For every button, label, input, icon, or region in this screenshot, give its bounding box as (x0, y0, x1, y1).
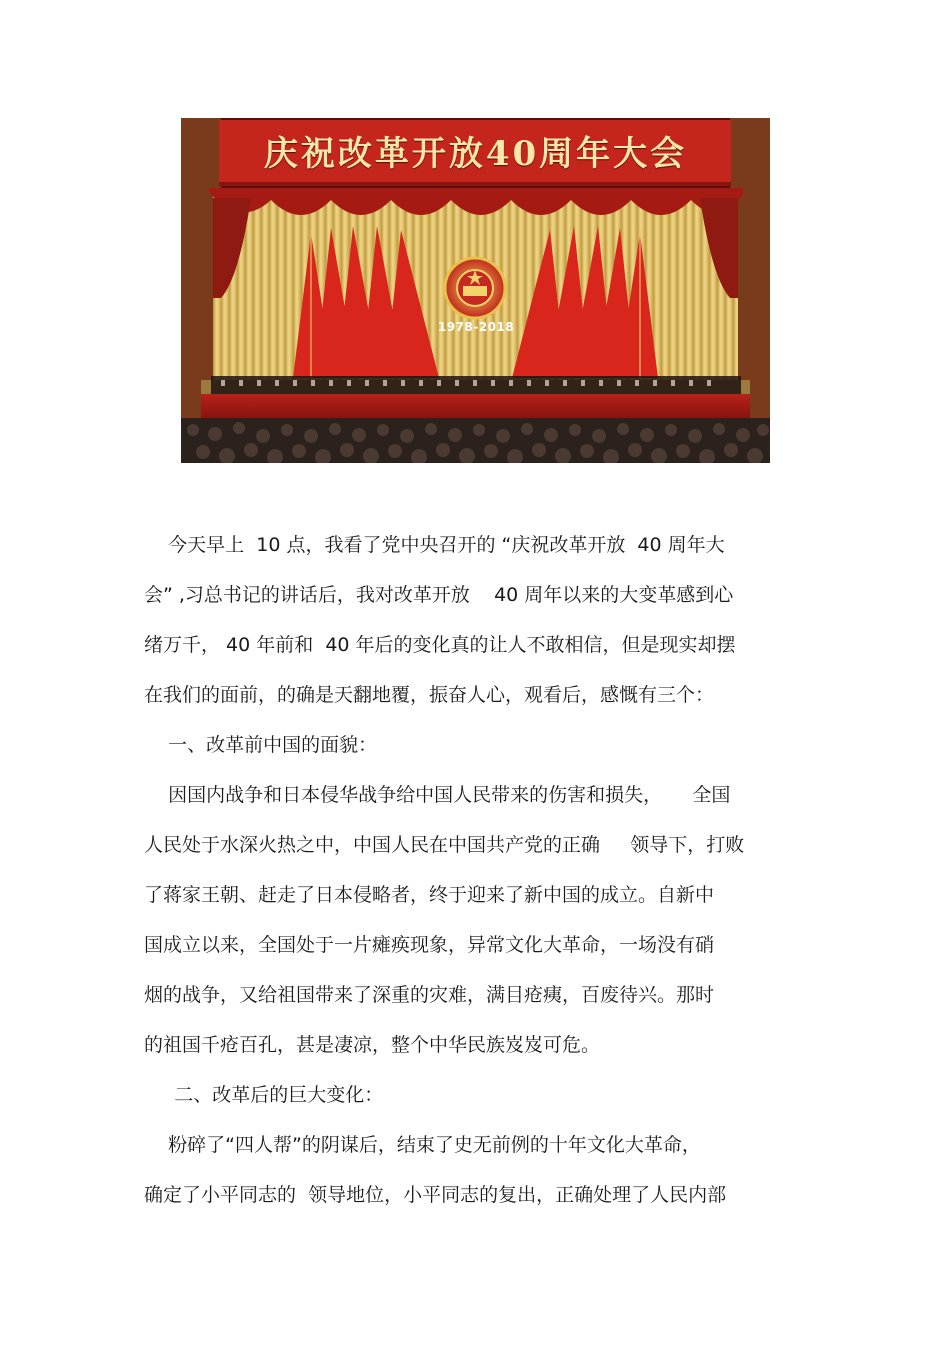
text-line: 今天早上 10 点，我看了党中央召开的 “庆祝改革开放 40 周年大 (144, 534, 725, 556)
text-line: 粉碎了“四人帮”的阴谋后，结束了史无前例的十年文化大革命， (144, 1134, 701, 1156)
text-line: 人民处于水深火热之中，中国人民在中国共产党的正确 领导下，打败 (144, 834, 745, 856)
text-line: 了蒋家王朝、赶走了日本侵略者，终于迎来了新中国的成立。自新中 (144, 884, 715, 906)
heading-line: 二、改革后的巨大变化： (144, 1084, 384, 1106)
section-heading-2 (144, 1070, 814, 1120)
text-line: 因国内战争和日本侵华战争给中国人民带来的伤害和损失， 全国 (144, 784, 731, 806)
text-line: 会” ,习总书记的讲话后，我对改革开放 40 周年以来的大变革感到心 (144, 584, 734, 606)
banner-title: 庆祝改革开放40周年大会 (263, 134, 688, 174)
emblem-years-label: 1978-2018 (437, 320, 515, 334)
text-line: 烟的战争，又给祖国带来了深重的灾难，满目疮痍，百废待兴。那时 (144, 984, 715, 1006)
text-line: 国成立以来，全国处于一片瘫痪现象，异常文化大革命，一场没有硝 (144, 934, 715, 956)
heading-line: 一、改革前中国的面貌： (144, 734, 378, 756)
conference-photo (181, 118, 770, 463)
article-body (144, 520, 814, 1220)
section-2-paragraph (144, 1120, 814, 1220)
section-heading-1 (144, 720, 814, 770)
section-1-paragraph (144, 770, 814, 1070)
text-line: 绪万千， 40 年前和 40 年后的变化真的让人不敢相信，但是现实却摆 (144, 634, 736, 656)
text-line: 确定了小平同志的 领导地位，小平同志的复出，正确处理了人民内部 (144, 1184, 727, 1206)
intro-paragraph (144, 520, 814, 720)
text-line: 的祖国千疮百孔，甚是凄凉，整个中华民族岌岌可危。 (144, 1034, 601, 1056)
text-line: 在我们的面前，的确是天翻地覆，振奋人心，观看后，感慨有三个： (144, 684, 715, 706)
